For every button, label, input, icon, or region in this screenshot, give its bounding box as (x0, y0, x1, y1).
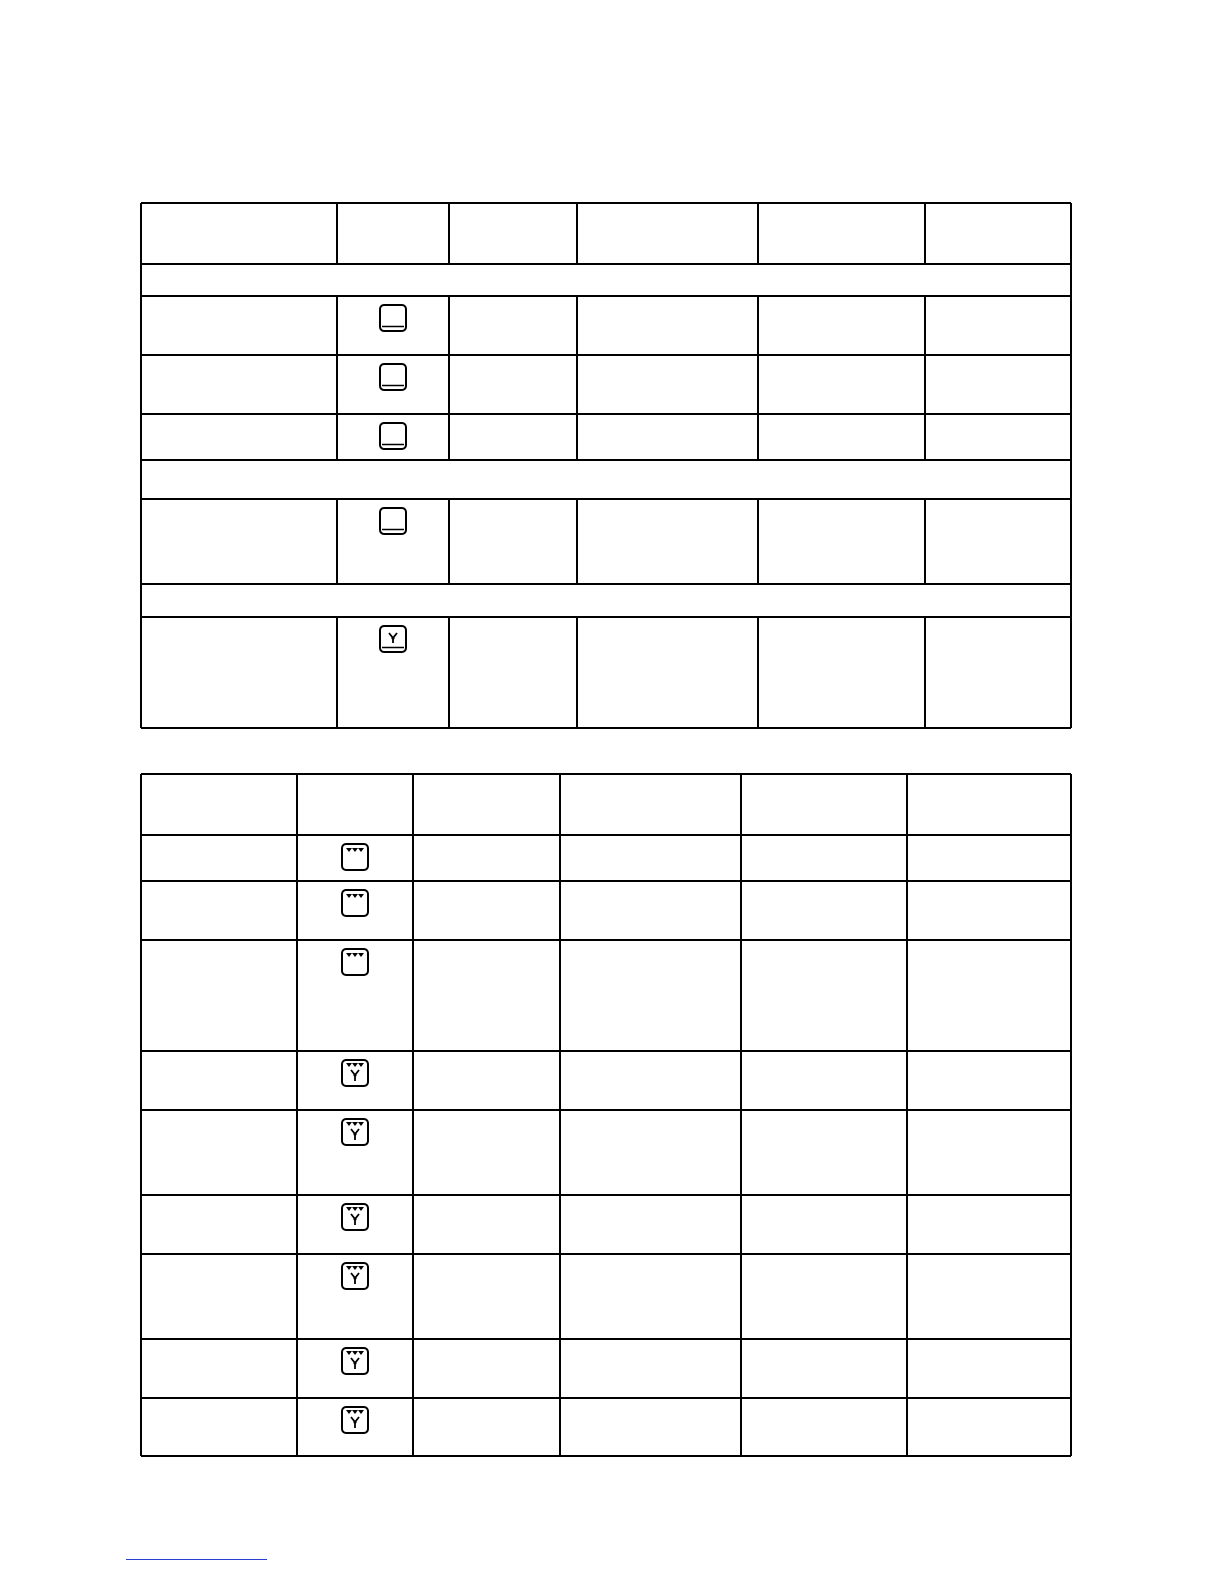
table_2-table-cell (413, 1398, 560, 1456)
grill-icon-glyph (343, 891, 367, 915)
table_2-table-cell (413, 1051, 560, 1110)
table_2-header-cell (560, 774, 741, 835)
table_2-table-cell (413, 1110, 560, 1195)
table_1-table-cell (758, 355, 925, 414)
table_1-header-cell (449, 203, 577, 264)
table_2-table-cell (907, 1254, 1071, 1339)
table_2-table-cell (413, 1195, 560, 1254)
table_1-table-cell (758, 499, 925, 584)
table_2-table-cell (741, 940, 907, 1051)
table_1-table-cell (449, 296, 577, 355)
table_2-header-cell (907, 774, 1071, 835)
fan-bottom-heat-icon-glyph (381, 627, 405, 651)
table_1-table-cell (449, 617, 577, 728)
footnote-separator (126, 1559, 267, 1560)
table_1-table-cell (577, 414, 758, 460)
fan-grill-icon-glyph (343, 1205, 367, 1229)
table_1-table-cell (758, 296, 925, 355)
top-bottom-heat-icon-glyph (381, 365, 405, 389)
table_2-header-cell (297, 774, 413, 835)
table_2-table-cell (560, 1339, 741, 1398)
table_2-table-cell (141, 1398, 297, 1456)
fan-grill-icon-glyph (343, 1061, 367, 1085)
table_1-table-cell (449, 355, 577, 414)
table_1-table-cell (925, 296, 1071, 355)
table_2-table-cell (741, 1398, 907, 1456)
table_2-table-cell (560, 1398, 741, 1456)
table_2-table-cell (907, 835, 1071, 881)
table_2-table-cell (413, 881, 560, 940)
table_2-table-cell (141, 1110, 297, 1195)
fan-grill-icon (341, 1262, 369, 1290)
table_2-header-cell (141, 774, 297, 835)
table_2-table-cell (560, 881, 741, 940)
top-bottom-heat-icon (379, 363, 407, 391)
table_1-header-cell (141, 203, 337, 264)
fan-grill-icon (341, 1203, 369, 1231)
table_2-table-cell (141, 1051, 297, 1110)
table_1-table-cell (577, 355, 758, 414)
grill-icon (341, 948, 369, 976)
table_1-section-heading (141, 264, 1071, 296)
fan-grill-icon (341, 1118, 369, 1146)
table_1-table-cell (449, 499, 577, 584)
table_1-table-cell (141, 355, 337, 414)
table_1-header-cell (925, 203, 1071, 264)
table_1-table-cell (925, 499, 1071, 584)
table_2-table-cell (741, 1339, 907, 1398)
table_2-header-cell (741, 774, 907, 835)
fan-grill-icon-glyph (343, 1408, 367, 1432)
table_2-table-cell (141, 1195, 297, 1254)
fan-grill-icon (341, 1406, 369, 1434)
table_2-table-cell (907, 1051, 1071, 1110)
grill-icon (341, 889, 369, 917)
table_1-table-cell (758, 414, 925, 460)
table_1-section-heading (141, 584, 1071, 617)
table_1-table-cell (925, 617, 1071, 728)
grill-icon-glyph (343, 845, 367, 869)
table_1-table-cell (925, 414, 1071, 460)
table_2-table-cell (413, 835, 560, 881)
table_2-table-cell (141, 940, 297, 1051)
table_2-table-cell (741, 835, 907, 881)
table_2-table-cell (560, 1254, 741, 1339)
table_1-table-cell (925, 355, 1071, 414)
table_2-table-cell (907, 1110, 1071, 1195)
fan-bottom-heat-icon (379, 625, 407, 653)
table_2-table-cell (560, 940, 741, 1051)
fan-grill-icon-glyph (343, 1120, 367, 1144)
grill-icon-glyph (343, 950, 367, 974)
table_2-table-cell (907, 1339, 1071, 1398)
table_1-header-cell (337, 203, 449, 264)
table_2-table-cell (907, 1398, 1071, 1456)
top-bottom-heat-icon-glyph (381, 509, 405, 533)
table_2-table-cell (413, 1254, 560, 1339)
fan-grill-icon (341, 1059, 369, 1087)
table_2-table-cell (560, 1195, 741, 1254)
table_2-table-cell (560, 1051, 741, 1110)
table_1-table-cell (577, 499, 758, 584)
table_2-table-cell (741, 1254, 907, 1339)
top-bottom-heat-icon (379, 422, 407, 450)
table_2-table-cell (741, 881, 907, 940)
table_2-header-cell (413, 774, 560, 835)
table_1-table-cell (141, 414, 337, 460)
table_2-table-cell (141, 1254, 297, 1339)
table_2-table-cell (413, 1339, 560, 1398)
table_2-table-cell (141, 881, 297, 940)
table_1-header-cell (577, 203, 758, 264)
table_1-header-cell (758, 203, 925, 264)
table_1-section-heading (141, 460, 1071, 499)
table_2-table-cell (907, 940, 1071, 1051)
table_2-table-cell (907, 1195, 1071, 1254)
table_2-table-cell (741, 1051, 907, 1110)
fan-grill-icon (341, 1347, 369, 1375)
table_1-table-cell (758, 617, 925, 728)
top-bottom-heat-icon-glyph (381, 306, 405, 330)
top-bottom-heat-icon (379, 304, 407, 332)
table_1-table-cell (141, 617, 337, 728)
top-bottom-heat-icon (379, 507, 407, 535)
table_2-table-cell (560, 835, 741, 881)
fan-grill-icon-glyph (343, 1264, 367, 1288)
table_1-table-cell (141, 296, 337, 355)
table_1-table-cell (577, 296, 758, 355)
table_2-table-cell (141, 835, 297, 881)
table_2-table-cell (907, 881, 1071, 940)
table_2-table-cell (741, 1195, 907, 1254)
table_1-table-cell (449, 414, 577, 460)
table_2-table-cell (141, 1339, 297, 1398)
table_1-table-cell (577, 617, 758, 728)
table_2-table-cell (741, 1110, 907, 1195)
fan-grill-icon-glyph (343, 1349, 367, 1373)
table_2-table-cell (560, 1110, 741, 1195)
grill-icon (341, 843, 369, 871)
table_2-table-cell (413, 940, 560, 1051)
top-bottom-heat-icon-glyph (381, 424, 405, 448)
table_1-table-cell (141, 499, 337, 584)
